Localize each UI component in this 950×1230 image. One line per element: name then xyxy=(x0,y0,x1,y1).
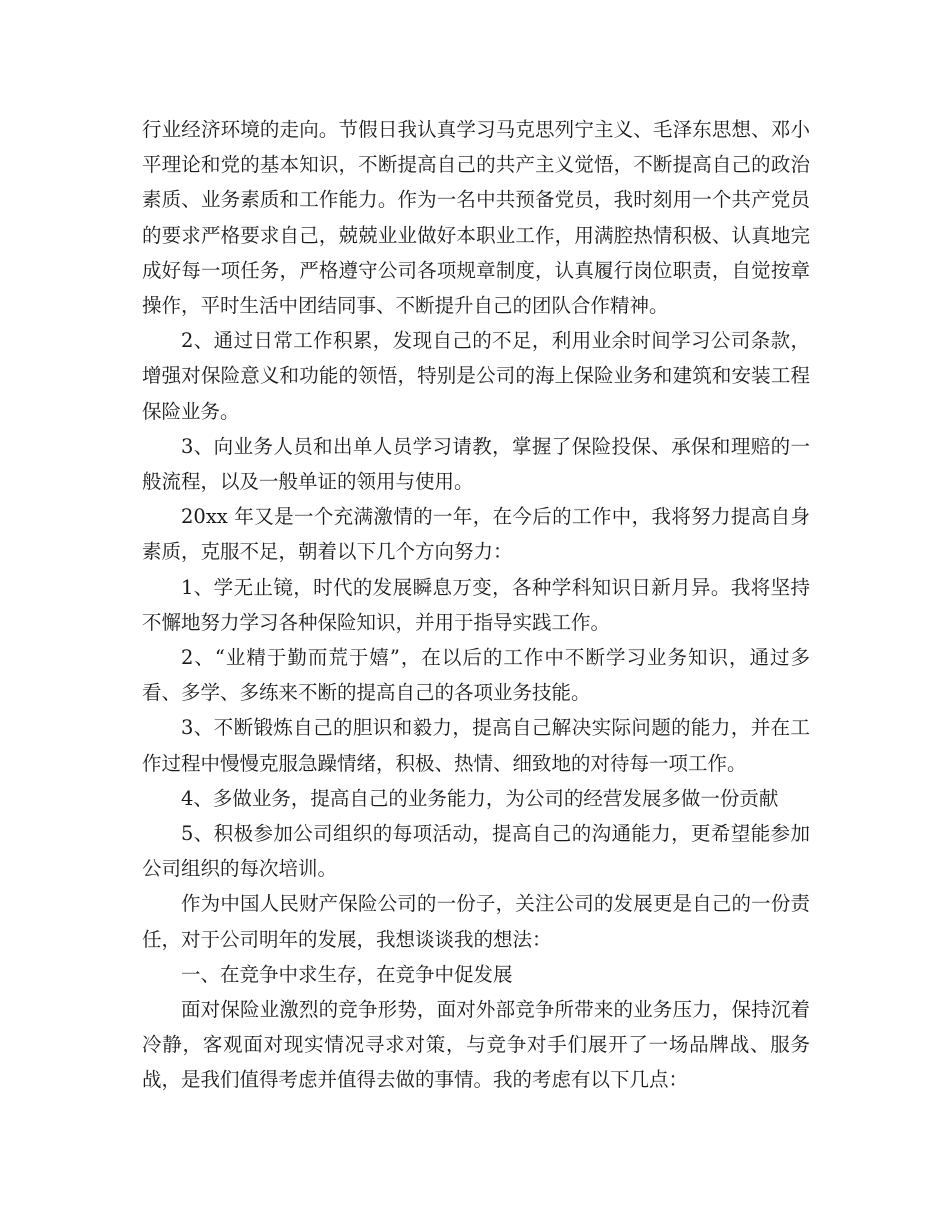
paragraph-5: 1、学无止镜，时代的发展瞬息万变，各种学科知识日新月异。我将坚持不懈地努力学习各种保险知识，并用于指导实践工作。 xyxy=(142,575,810,634)
section-heading: 一、在竞争中求生存，在竞争中促发展 xyxy=(181,962,513,986)
paragraph-10: 作为中国人民财产保险公司的一份子，关注公司的发展更是自己的一份责任，对于公司明年的发展，我想谈谈我的想法： xyxy=(142,892,810,951)
paragraph-9: 5、积极参加公司组织的每项活动，提高自己的沟通能力，更希望能参加公司组织的每次培训。 xyxy=(142,822,810,881)
paragraph-1: 行业经济环境的走向。节假日我认真学习马克思列宁主义、毛泽东思想、邓小平理论和党的基本知识，不断提高自己的共产主义觉悟，不断提高自己的政治素质、业务素质和工作能力。作为一名中共预备党员，我时刻用一个共产党员的要求严格要求自己，兢兢业业做好本职业工作，用满腔热情积极、认真地完成好每一项任务，严格遵守公司各项规章制度，认真履行岗位职责，自觉按章操作，平时生活中团结同事、不断提升自己的团队合作精神。 xyxy=(142,118,810,318)
paragraph-3: 3、向业务人员和出单人员学习请教，掌握了保险投保、承保和理赔的一般流程，以及一般单证的领用与使用。 xyxy=(142,434,810,494)
document-body xyxy=(142,112,810,1098)
paragraph-8: 4、多做业务，提高自己的业务能力，为公司的经营发展多做一份贡献 xyxy=(181,786,779,810)
paragraph-6: 2、“业精于勤而荒于嬉”，在以后的工作中不断学习业务知识，通过多看、多学、多练来不断的提高自己的各项业务技能。 xyxy=(142,646,810,705)
paragraph-12: 面对保险业激烈的竞争形势，面对外部竞争所带来的业务压力，保持沉着冷静，客观面对现实情况寻求对策，与竞争对手们展开了一场品牌战、服务战，是我们值得考虑并值得去做的事情。我的考虑有以下几点： xyxy=(142,998,810,1092)
paragraph-2: 2、通过日常工作积累，发现自己的不足，利用业余时间学习公司条款，增强对保险意义和功能的领悟，特别是公司的海上保险业务和建筑和安装工程保险业务。 xyxy=(142,329,810,423)
paragraph-4: 20xx 年又是一个充满激情的一年，在今后的工作中，我将努力提高自身素质，克服不足，朝着以下几个方向努力： xyxy=(142,505,810,564)
paragraph-7: 3、不断锻炼自己的胆识和毅力，提高自己解决实际问题的能力，并在工作过程中慢慢克服急躁情绪，积极、热情、细致地的对待每一项工作。 xyxy=(142,716,810,775)
